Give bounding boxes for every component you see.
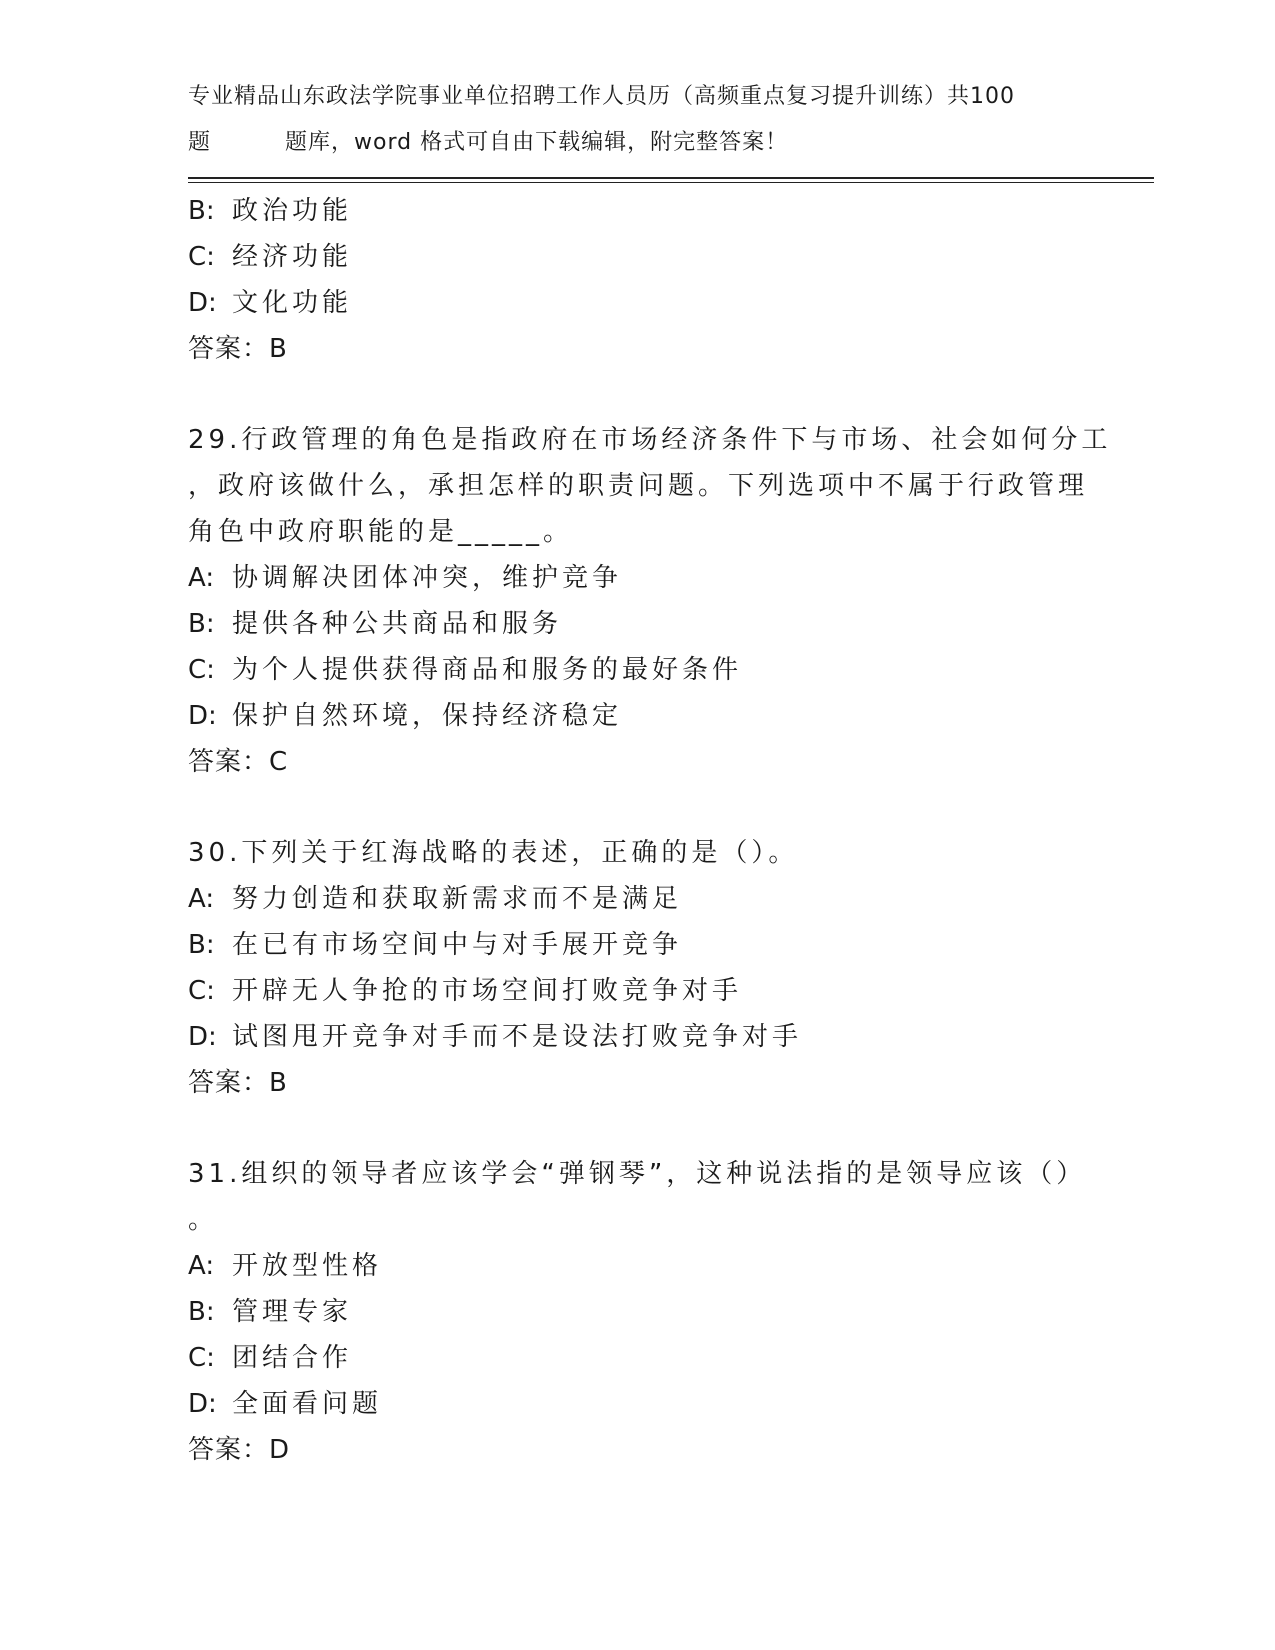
option-key: C: [188,1343,215,1373]
question-stem-line: 。 [188,1205,219,1235]
answer-line: 答案：B [188,1068,288,1098]
document-header [188,74,1088,166]
option-text: 试图甩开竞争对手而不是设法打败竞争对手 [232,1022,803,1052]
question-block [188,830,1088,1106]
option-text: 团结合作 [232,1343,353,1373]
option-key: D: [188,1389,217,1419]
question-stem-line: 30.下列关于红海战略的表述，正确的是（）。 [188,838,799,868]
option-item [188,188,1088,234]
option-text: 文化功能 [232,288,353,318]
option-key: C: [188,655,215,685]
question-block [188,417,1112,785]
option-key: B: [188,609,215,639]
option-text: 经济功能 [232,242,353,272]
option-key: C: [188,976,215,1006]
option-key: D: [188,288,217,318]
question-list [188,188,1112,1473]
option-text: 提供各种公共商品和服务 [232,609,563,639]
option-item [188,968,1088,1014]
question-stem-line: 29.行政管理的角色是指政府在市场经济条件下与市场、社会如何分工 [188,425,1112,455]
question-stem-line: ，政府该做什么，承担怎样的职责问题。下列选项中不属于行政管理 [188,471,1089,501]
question-block [188,188,1088,372]
option-text: 全面看问题 [232,1389,383,1419]
option-text: 为个人提供获得商品和服务的最好条件 [232,655,743,685]
option-text: 努力创造和获取新需求而不是满足 [232,884,683,914]
question-stem-line: 31.组织的领导者应该学会“弹钢琴”，这种说法指的是领导应该（） [188,1159,1087,1189]
header-divider-thin [188,182,1154,183]
option-text: 开辟无人争抢的市场空间打败竞争对手 [232,976,743,1006]
answer-line: 答案：B [188,334,288,364]
header-line-1: 专业精品山东政法学院事业单位招聘工作人员历（高频重点复习提升训练）共100 [188,84,1015,109]
option-key: A: [188,1251,215,1281]
option-text: 协调解决团体冲突，维护竞争 [232,563,623,593]
option-key: C: [188,242,215,272]
option-item [188,922,1088,968]
question-block [188,1151,1088,1473]
option-key: B: [188,1297,215,1327]
option-text: 在已有市场空间中与对手展开竞争 [232,930,683,960]
header-line-2-right: 题库，word 格式可自由下载编辑，附完整答案！ [285,130,789,155]
option-item [188,647,1088,693]
option-key: B: [188,930,215,960]
option-key: A: [188,563,215,593]
option-item [188,234,1088,280]
option-item [188,1014,1088,1060]
option-text: 管理专家 [232,1297,353,1327]
option-item [188,693,1088,739]
option-key: B: [188,196,215,226]
option-key: D: [188,1022,217,1052]
option-item [188,1243,1088,1289]
question-stem-line: 角色中政府职能的是_____。 [188,517,574,547]
option-text: 开放型性格 [232,1251,383,1281]
option-key: D: [188,701,217,731]
option-item [188,876,1088,922]
option-text: 保护自然环境，保持经济稳定 [232,701,623,731]
option-item [188,1335,1088,1381]
header-line-2 [188,120,1088,166]
option-item [188,555,1088,601]
option-key: A: [188,884,215,914]
option-item [188,601,1088,647]
header-line-2-left: 题 [188,130,212,155]
option-item [188,1289,1088,1335]
option-text: 政治功能 [232,196,353,226]
answer-line: 答案：C [188,747,289,777]
header-divider-thick [188,177,1154,179]
option-item [188,280,1088,326]
answer-line: 答案：D [188,1435,291,1465]
option-item [188,1381,1088,1427]
